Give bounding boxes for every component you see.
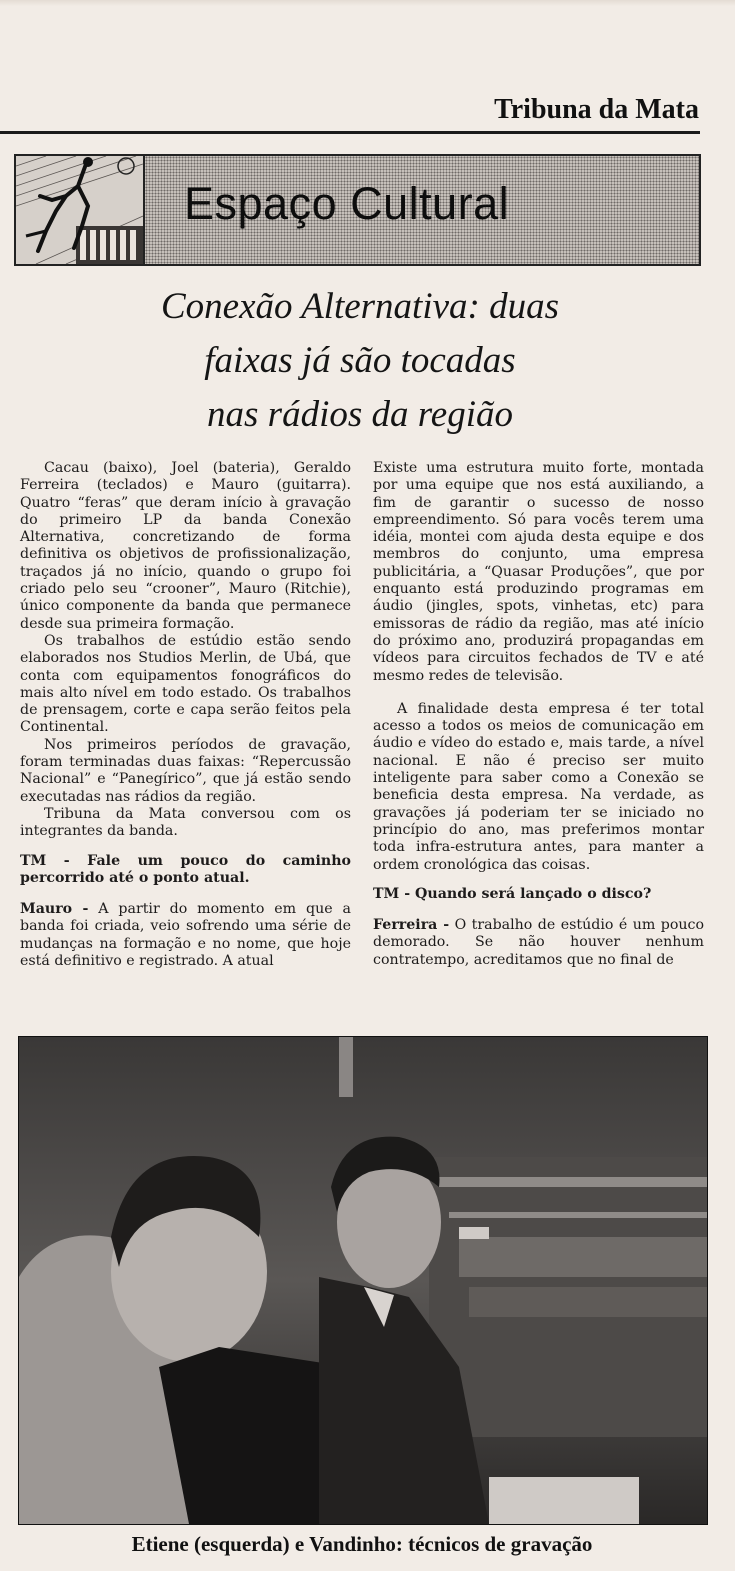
headline-line: faixas já são tocadas (204, 340, 516, 381)
section-title: Espaço Cultural (184, 178, 510, 229)
paragraph: Tribuna da Mata conversou com os integrantes da banda. (20, 805, 351, 840)
headline-line: nas rádios da região (207, 394, 513, 435)
paragraph: A finalidade desta empresa é ter total acesso a todos os meios de comunicação em áudio e vídeo do estado e, mais tarde, a nível nacional. E não é preciso ser muito inteligente para saber como a Conexão se beneficia desta empresa. Na verdade, as gravações já poderiam ter se iniciado no princípio do ano, mas preferimos montar toda infra-estrutura antes, para manter a ordem cronológica das coisas. (373, 700, 704, 873)
answer-text: O trabalho de estúdio é um pouco demorado. Se não houver nenhum contratempo, acreditamos que no final de (373, 917, 704, 968)
article-column-left (20, 460, 351, 970)
paragraph: Os trabalhos de estúdio estão sendo elaborados nos Studios Merlin, de Ubá, que conta com equipamentos fonográficos do mais alto nível em todo estado. Os trabalhos de prensagem, corte e capa serão feitos pela Continental. (20, 632, 351, 736)
article-column-right (373, 460, 704, 969)
answer-text: A partir do momento em que a banda foi criada, veio sofrendo uma série de mudanças na formação e no nome, que hoje está definitivo e registrado. A atual (20, 901, 351, 970)
publication-name: Tribuna da Mata (494, 94, 699, 125)
paper-edge (0, 0, 735, 6)
paragraph: Existe uma estrutura muito forte, montada por uma equipe que nos está auxiliando, a fim de garantir o sucesso de nosso empreendimento. Só para vocês terem uma idéia, montei com ajuda desta equipe e dos membros do conjunto, uma empresa publicitária, a “Quasar Produções”, que por enquanto está produzindo programas em áudio (jingles, spots, vinhetas, etc) para emissoras de rádio da região, mas até início do próximo ano, produzirá propagandas em vídeos para circuitos fechados de TV e até mesmo redes de televisão. (373, 460, 704, 684)
headline-line: Conexão Alternativa: duas (160, 286, 560, 327)
paragraph: Nos primeiros períodos de gravação, foram terminadas duas faixas: “Repercussão Nacional” e “Panegírico”, que já estão sendo executadas nas rádios da região. (20, 736, 351, 805)
photo-caption: Etiene (esquerda) e Vandinho: técnicos de gravação (131, 1532, 593, 1556)
speaker-name: Ferreira - (373, 917, 450, 934)
header-rule (0, 131, 700, 134)
interview-question: TM - Quando será lançado o disco? (373, 885, 652, 902)
speaker-name: Mauro - (20, 901, 89, 918)
dancer-illustration (16, 156, 145, 264)
interview-question: TM - Fale um pouco do caminho percorrido até o ponto atual. (20, 852, 351, 886)
paragraph: Cacau (baixo), Joel (bateria), Geraldo Ferreira (teclados) e Mauro (guitarra). Quatro “feras” que deram início à gravação do primeiro LP da banda Conexão Alternativa, concretizando de forma definitiva os objetivos de profissionalização, traçados já no início, quando o grupo foi criado pelo seu “crooner”, Mauro (Ritchie), único componente da banda que permanece desde sua primeira formação. (20, 460, 351, 632)
interview-answer (373, 917, 704, 969)
studio-photo (18, 1036, 708, 1525)
section-banner (14, 154, 701, 266)
interview-answer (20, 901, 351, 970)
article-headline (60, 280, 660, 442)
